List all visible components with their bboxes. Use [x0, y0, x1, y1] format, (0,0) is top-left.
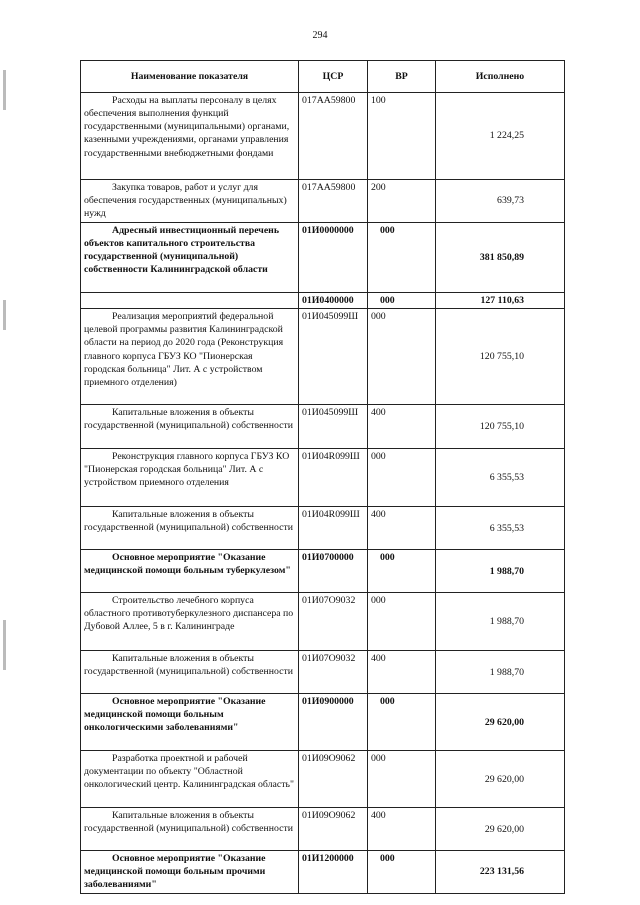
- row-csr: 01И07О9032: [299, 651, 368, 694]
- row-vr: 000: [368, 223, 436, 293]
- row-name: Реконструкция главного корпуса ГБУЗ КО "Пионерская городская больница" Лит. А с устройством приемного отделения: [81, 449, 299, 507]
- table-row: [81, 180, 565, 223]
- row-ispol: 120 755,10: [436, 309, 565, 405]
- row-csr: 01И04R099Ш: [299, 507, 368, 550]
- table-row: [81, 405, 565, 449]
- row-vr: 400: [368, 808, 436, 851]
- row-name: Капитальные вложения в объекты государственной (муниципальной) собственности: [81, 651, 299, 694]
- row-ispol: 223 131,56: [436, 851, 565, 893]
- row-csr: 01И04R099Ш: [299, 449, 368, 507]
- table-row: [81, 751, 565, 808]
- row-vr: 200: [368, 180, 436, 223]
- scan-edge-mark: [3, 70, 6, 110]
- row-name: Основное мероприятие "Оказание медицинской помощи больным онкологическими заболеваниями": [81, 694, 299, 751]
- row-csr: 01И0900000: [299, 694, 368, 751]
- table-row: [81, 851, 565, 893]
- row-vr: 000: [368, 309, 436, 405]
- column-header-vr: ВР: [368, 61, 436, 93]
- table-row: [81, 507, 565, 550]
- row-csr: 017АА59800: [299, 93, 368, 180]
- row-ispol: 6 355,53: [436, 449, 565, 507]
- row-csr: 01И0700000: [299, 550, 368, 593]
- column-header-csr: ЦСР: [299, 61, 368, 93]
- row-ispol: 127 110,63: [436, 293, 565, 309]
- row-name: Адресный инвестиционный перечень объектов капитального строительства государственной (муниципальной) собственности Калининградской области: [81, 223, 299, 293]
- row-name: [81, 293, 299, 309]
- row-csr: 01И0400000: [299, 293, 368, 309]
- scan-edge-mark: [3, 300, 6, 330]
- report-table: [80, 60, 565, 894]
- row-ispol: 120 755,10: [436, 405, 565, 449]
- row-vr: 000: [368, 293, 436, 309]
- row-ispol: 29 620,00: [436, 808, 565, 851]
- row-csr: 01И1200000: [299, 851, 368, 893]
- row-name: Капитальные вложения в объекты государственной (муниципальной) собственности: [81, 808, 299, 851]
- row-csr: 01И045099Ш: [299, 405, 368, 449]
- table-row: [81, 223, 565, 293]
- column-header-ispol: Исполнено: [436, 61, 565, 93]
- row-name: Реализация мероприятий федеральной целевой программы развития Калининградской области на период до 2020 года (Реконструкция главного корпуса ГБУЗ КО "Пионерская городская больница" Лит. А с устройством приемного отделения): [81, 309, 299, 405]
- row-ispol: 1 988,70: [436, 550, 565, 593]
- row-vr: 400: [368, 507, 436, 550]
- row-name: Расходы на выплаты персоналу в целях обеспечения выполнения функций государственными (муниципальными) органами, казенными учреждениями, органами управления государственными внебюджетными фондами: [81, 93, 299, 180]
- row-ispol: 1 224,25: [436, 93, 565, 180]
- row-csr: 017АА59800: [299, 180, 368, 223]
- row-vr: 000: [368, 751, 436, 808]
- row-ispol: 1 988,70: [436, 593, 565, 651]
- row-ispol: 29 620,00: [436, 751, 565, 808]
- row-vr: 000: [368, 694, 436, 751]
- table-row: [81, 550, 565, 593]
- row-name: Закупка товаров, работ и услуг для обеспечения государственных (муниципальных) нужд: [81, 180, 299, 223]
- row-name: Капитальные вложения в объекты государственной (муниципальной) собственности: [81, 405, 299, 449]
- row-vr: 000: [368, 851, 436, 893]
- row-name: Разработка проектной и рабочей документации по объекту "Областной онкологический центр. Калининградская область": [81, 751, 299, 808]
- row-ispol: 6 355,53: [436, 507, 565, 550]
- row-csr: 01И0000000: [299, 223, 368, 293]
- row-name: Капитальные вложения в объекты государственной (муниципальной) собственности: [81, 507, 299, 550]
- row-ispol: 639,73: [436, 180, 565, 223]
- page-number: 294: [312, 30, 328, 41]
- row-name: Основное мероприятие "Оказание медицинской помощи больным прочими заболеваниями": [81, 851, 299, 893]
- row-csr: 01И045099Ш: [299, 309, 368, 405]
- row-vr: 000: [368, 550, 436, 593]
- table-row: [81, 651, 565, 694]
- row-csr: 01И09О9062: [299, 751, 368, 808]
- row-vr: 100: [368, 93, 436, 180]
- table-row: [81, 593, 565, 651]
- table-row: [81, 309, 565, 405]
- scan-edge-mark: [3, 620, 6, 670]
- table-row: [81, 293, 565, 309]
- table-row: [81, 808, 565, 851]
- row-csr: 01И07О9032: [299, 593, 368, 651]
- row-name: Строительство лечебного корпуса областного противотуберкулезного диспансера по Дубовой Аллее, 5 в г. Калининграде: [81, 593, 299, 651]
- row-vr: 000: [368, 593, 436, 651]
- row-ispol: 1 988,70: [436, 651, 565, 694]
- column-header-name: Наименование показателя: [81, 61, 299, 93]
- table-header-row: [81, 61, 565, 93]
- row-csr: 01И09О9062: [299, 808, 368, 851]
- table-row: [81, 694, 565, 751]
- row-ispol: 29 620,00: [436, 694, 565, 751]
- row-vr: 000: [368, 449, 436, 507]
- row-name: Основное мероприятие "Оказание медицинской помощи больным туберкулезом": [81, 550, 299, 593]
- table-row: [81, 449, 565, 507]
- row-vr: 400: [368, 405, 436, 449]
- row-ispol: 381 850,89: [436, 223, 565, 293]
- row-vr: 400: [368, 651, 436, 694]
- table-row: [81, 93, 565, 180]
